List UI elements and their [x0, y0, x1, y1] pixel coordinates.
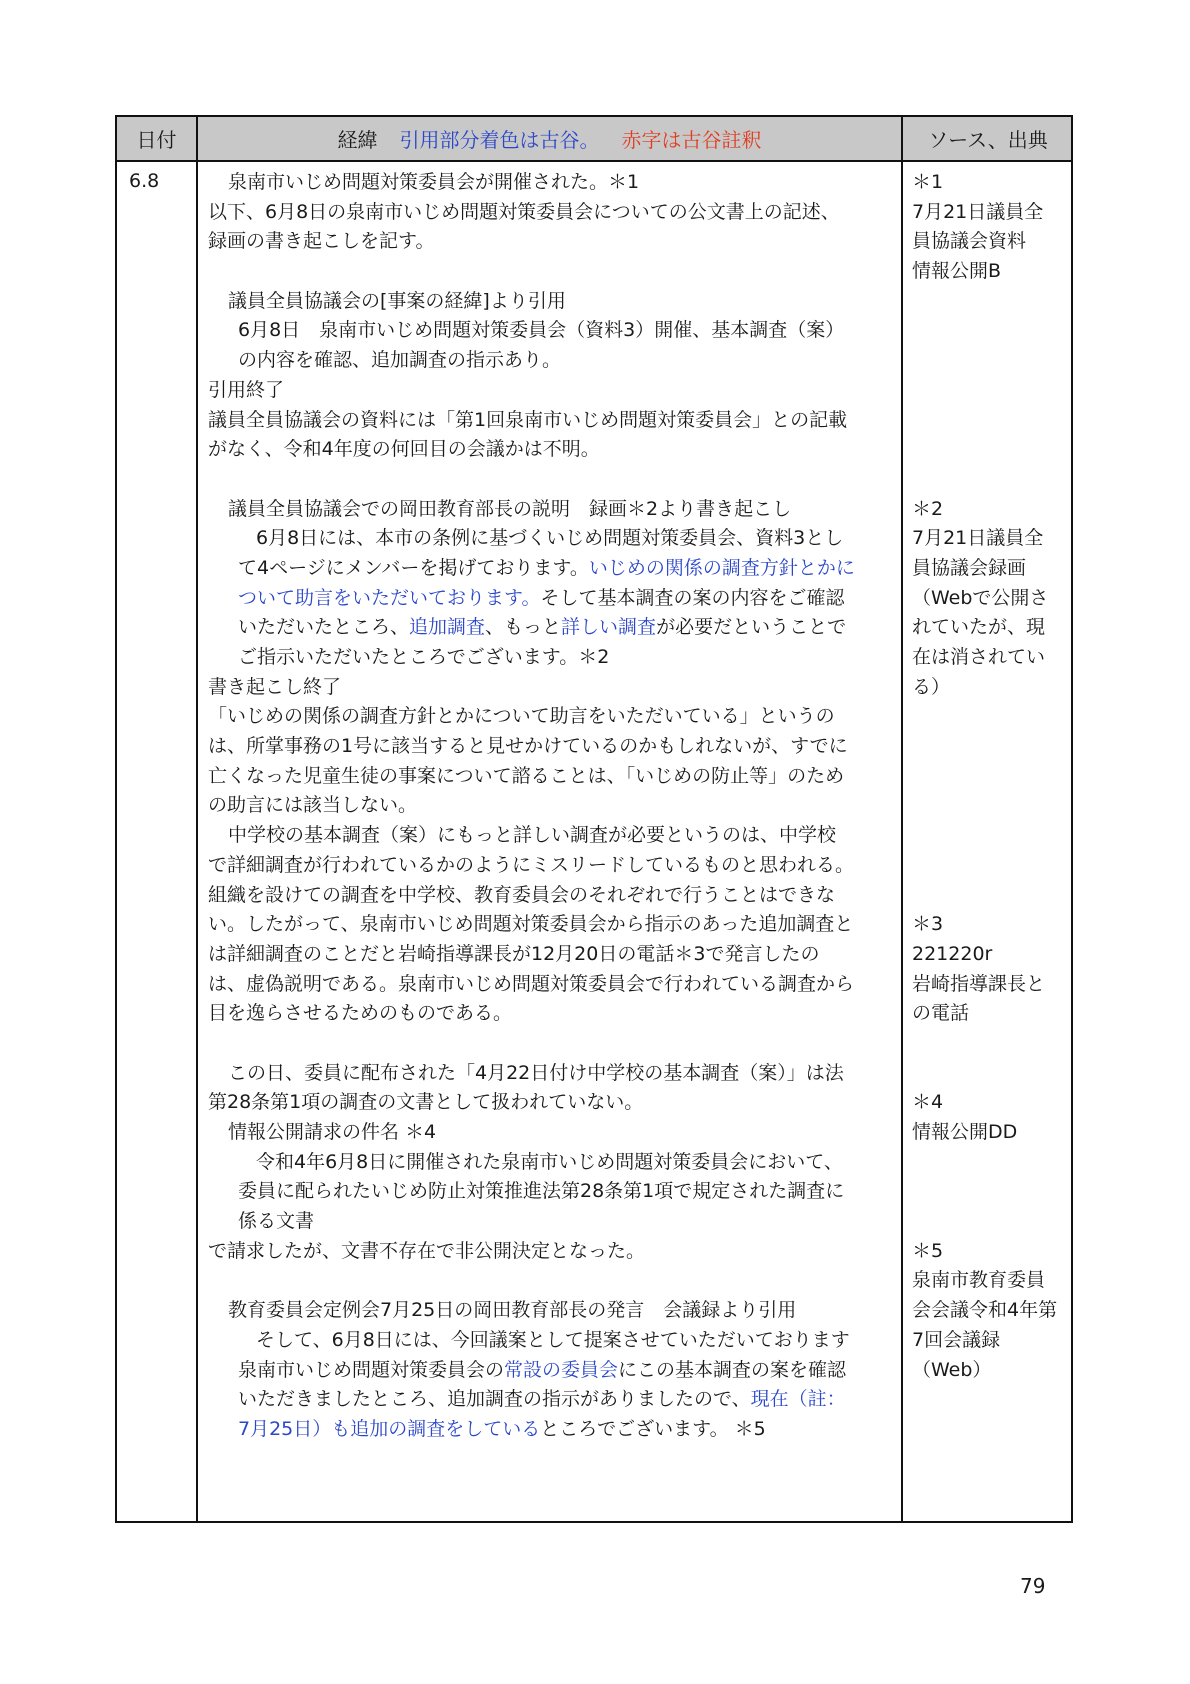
line-text: いただいたところ、 [238, 616, 410, 639]
source-line: 7月21日議員全 [912, 527, 1044, 550]
narrative-line [208, 1029, 898, 1059]
source-line: ＊1 [912, 171, 944, 193]
source-line [912, 406, 1072, 436]
header-red-note: 赤字は古谷註釈 [621, 128, 762, 152]
source-line: ＊5 [912, 1239, 944, 1262]
narrative-line [208, 168, 898, 198]
source-line: 会会議令和4年第 [912, 1299, 1058, 1322]
column-divider [901, 117, 903, 1521]
narrative-line [208, 376, 898, 406]
source-line: る） [912, 675, 951, 698]
narrative-line [208, 554, 898, 584]
line-text: の助言には該当しない。 [208, 794, 418, 817]
narrative-line [208, 1148, 898, 1178]
source-line [912, 1148, 1072, 1178]
line-text: 亡くなった児童生徒の事案について諮ることは、「いじめの防止等」のため [208, 764, 845, 787]
line-text: 第28条第1項の調査の文書として扱われていない。 [208, 1091, 644, 1114]
line-text: 「いじめの関係の調査方針とかについて助言をいただいている」というの [208, 705, 835, 728]
narrative-line [208, 1415, 898, 1445]
quoted-text: 追加調査 [409, 616, 486, 639]
line-text: の内容を確認、追加調査の指示あり。 [238, 349, 562, 372]
narrative-line [208, 999, 898, 1029]
narrative-line [208, 1177, 898, 1207]
page-number: 79 [1020, 1574, 1046, 1598]
source-line [912, 732, 1072, 762]
source-line: 7回会議録 [912, 1328, 1001, 1351]
line-text: 録画の書き起こしを記す。 [208, 230, 435, 253]
narrative-line [208, 465, 898, 495]
line-text: いただきましたところ、追加調査の指示がありましたので、 [238, 1388, 751, 1411]
quoted-text: 7月25日）も追加の調査をしている [238, 1417, 541, 1440]
line-text: 泉南市いじめ問題対策委員会の [238, 1358, 505, 1381]
source-line: 岩崎指導課長と [912, 972, 1046, 995]
source-line [912, 346, 1072, 376]
column-divider [196, 117, 198, 1521]
line-text: この日、委員に配布された「4月22日付け中学校の基本調査（案）」は法 [228, 1061, 844, 1084]
narrative-line [208, 702, 898, 732]
narrative-line [208, 791, 898, 821]
table-header-row [117, 117, 1071, 162]
line-text: 6月8日 泉南市いじめ問題対策委員会（資料3）開催、基本調査（案） [238, 319, 845, 342]
line-text: がなく、令和4年度の何回目の会議かは不明。 [208, 438, 600, 461]
narrative-line [208, 227, 898, 257]
narrative-line [208, 821, 898, 851]
source-line [912, 1059, 1072, 1089]
quoted-text: ついて助言をいただいております。 [238, 586, 541, 609]
source-line [912, 465, 1072, 495]
line-text: にこの基本調査の案を確認 [618, 1358, 847, 1381]
narrative-line [208, 1059, 898, 1089]
source-line: 員協議会録画 [912, 556, 1027, 579]
line-text: 組織を設けての調査を中学校、教育委員会のそれぞれで行うことはできな [208, 883, 836, 906]
line-text: い。したがって、泉南市いじめ問題対策委員会から指示のあった追加調査と [208, 913, 854, 936]
header-body [198, 117, 901, 160]
line-text: 係る文書 [238, 1210, 315, 1233]
source-line: 情報公開B [912, 260, 1002, 283]
source-line: （Webで公開さ [912, 586, 1049, 609]
line-text: 以下、6月8日の泉南市いじめ問題対策委員会についての公文書上の記述、 [208, 200, 840, 223]
source-line: 情報公開DD [912, 1121, 1018, 1143]
narrative-line [208, 940, 898, 970]
source-line: ＊4 [912, 1091, 944, 1114]
narrative-line [208, 198, 898, 228]
line-text: 書き起こし終了 [208, 675, 342, 698]
narrative-line [208, 673, 898, 703]
line-text: そして、6月8日には、今回議案として提案させていただいております [256, 1328, 850, 1351]
narrative-line [208, 524, 898, 554]
narrative-line [208, 1207, 898, 1237]
source-line: （Web） [912, 1358, 992, 1381]
narrative-line [208, 1088, 898, 1118]
source-line [912, 376, 1072, 406]
line-text: 委員に配られたいじめ防止対策推進法第28条第1項で規定された調査に [238, 1180, 845, 1203]
line-text: そして基本調査の案の内容をご確認 [540, 586, 845, 609]
record-table [115, 115, 1073, 1523]
source-line [912, 316, 1072, 346]
header-date: 日付 [136, 128, 177, 152]
narrative-line [208, 970, 898, 1000]
source-line [912, 1207, 1072, 1237]
narrative-line [208, 732, 898, 762]
line-text: 情報公開請求の件名 ＊4 [228, 1121, 437, 1143]
narrative-line [208, 287, 898, 317]
line-text: 令和4年6月8日に開催された泉南市いじめ問題対策委員会において、 [256, 1150, 843, 1173]
header-body-label: 経緯 [337, 128, 378, 152]
line-text: 目を逸らさせるためのものである。 [208, 1002, 513, 1025]
quoted-text: いじめの関係の調査方針とかに [588, 556, 855, 579]
line-text: で詳細調査が行われているかのようにミスリードしているものと思われる。 [208, 853, 855, 876]
narrative-line [208, 881, 898, 911]
source-line [912, 1177, 1072, 1207]
narrative-line [208, 1118, 898, 1148]
line-text: ご指示いただいたところでございます。＊2 [238, 646, 610, 668]
narrative-line [208, 406, 898, 436]
line-text: 議員全員協議会での岡田教育部長の説明 録画＊2より書き起こし [228, 497, 792, 520]
narrative-line [208, 495, 898, 525]
narrative-line [208, 613, 898, 643]
source-line: れていたが、現 [912, 616, 1046, 639]
line-text: 引用終了 [208, 378, 285, 401]
source-line [912, 881, 1072, 911]
narrative-line [208, 762, 898, 792]
line-text: ところでございます。 ＊5 [540, 1417, 766, 1440]
row-date: 6.8 [129, 170, 160, 192]
line-text: 中学校の基本調査（案）にもっと詳しい調査が必要というのは、中学校 [228, 824, 837, 847]
source-line: 員協議会資料 [912, 230, 1027, 253]
line-text: 議員全員協議会の[事案の経緯]より引用 [228, 289, 566, 312]
line-text: 6月8日には、本市の条例に基づくいじめ問題対策委員会、資料3とし [256, 527, 844, 550]
row-narrative [208, 168, 898, 1445]
narrative-line [208, 851, 898, 881]
line-text: 教育委員会定例会7月25日の岡田教育部長の発言 会議録より引用 [228, 1299, 797, 1322]
source-line [912, 821, 1072, 851]
source-line: ＊2 [912, 497, 944, 520]
source-line: ＊3 [912, 913, 944, 936]
narrative-line [208, 910, 898, 940]
row-sources [912, 168, 1072, 1385]
line-text: が必要だということで [656, 616, 847, 639]
line-text: は、所掌事務の1号に該当すると見せかけているのかもしれないが、すでに [208, 735, 848, 758]
line-text: 泉南市いじめ問題対策委員会が開催された。＊1 [228, 171, 640, 193]
source-line: 泉南市教育委員 [912, 1269, 1046, 1292]
narrative-line [208, 1326, 898, 1356]
line-text: は、虚偽説明である。泉南市いじめ問題対策委員会で行われている調査から [208, 972, 855, 995]
narrative-line [208, 584, 898, 614]
source-line [912, 1029, 1072, 1059]
line-text: て4ページにメンバーを掲げております。 [238, 556, 589, 579]
source-line [912, 287, 1072, 317]
narrative-line [208, 346, 898, 376]
source-line [912, 851, 1072, 881]
quoted-text: 詳しい調査 [561, 616, 657, 639]
quoted-text: 現在（註： [750, 1388, 846, 1411]
narrative-line [208, 1296, 898, 1326]
line-text: 、もっと [485, 616, 562, 639]
source-line: 221220r [912, 942, 993, 965]
narrative-line [208, 1266, 898, 1296]
source-line: の電話 [912, 1002, 970, 1025]
narrative-line [208, 1385, 898, 1415]
narrative-line [208, 257, 898, 287]
line-text: 議員全員協議会の資料には「第1回泉南市いじめ問題対策委員会」との記載 [208, 408, 848, 431]
header-blue-note: 引用部分着色は古谷。 [399, 128, 600, 152]
line-text: は詳細調査のことだと岩崎指導課長が12月20日の電話＊3で発言したの [208, 942, 820, 965]
source-line: 7月21日議員全 [912, 200, 1044, 223]
source-line [912, 435, 1072, 465]
narrative-line [208, 435, 898, 465]
source-line: 在は消されてい [912, 646, 1046, 668]
quoted-text: 常設の委員会 [504, 1358, 619, 1381]
header-source: ソース、出典 [928, 128, 1048, 152]
source-line [912, 762, 1072, 792]
source-line [912, 702, 1072, 732]
line-text: で請求したが、文書不存在で非公開決定となった。 [208, 1239, 646, 1262]
narrative-line [208, 316, 898, 346]
narrative-line [208, 1356, 898, 1386]
narrative-line [208, 643, 898, 673]
narrative-line [208, 1237, 898, 1267]
source-line [912, 791, 1072, 821]
